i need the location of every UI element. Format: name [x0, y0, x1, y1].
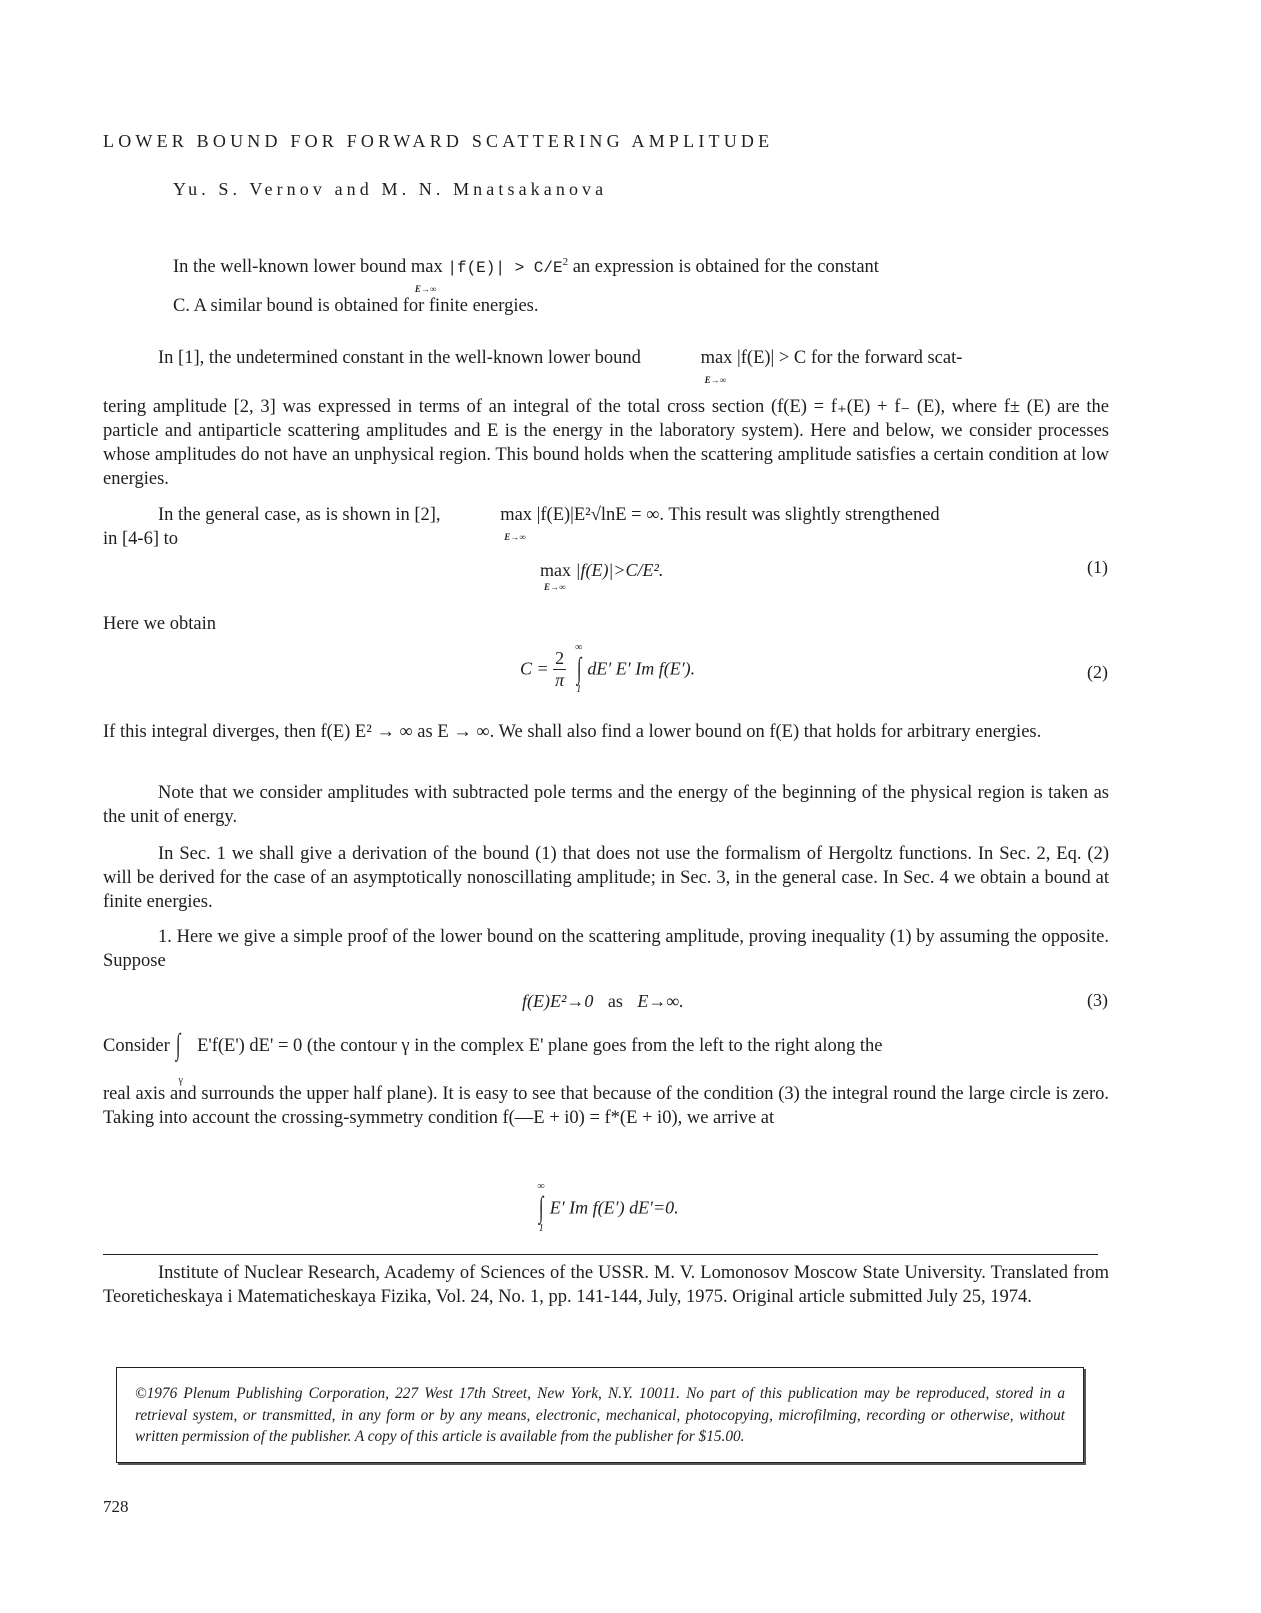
- abstract-line-1: In the well-known lower bound max E→∞ $|f(E)| > C/E^2$ an expression is obtained for the constant: [173, 243, 1033, 287]
- equation-3: f(E)E²→0 as E→∞.: [522, 991, 684, 1011]
- here-we-obtain: Here we obtain: [103, 614, 217, 634]
- intro-paragraph: tering amplitude [2, 3] was expressed in terms of an integral of the total cross section (f(E) = f₊(E) + f₋ (E), where f± (E) are the particle and antiparticle scattering amplitudes and E is the energy in the laboratory system). Here and below, we consider processes whose amplitudes do not have an unphysical region. This bound holds when the scattering amplitude satisfies a certain condition at low energies.: [103, 397, 1109, 489]
- consider-paragraph: real axis and surrounds the upper half plane). It is easy to see that because of the condition (3) the integral round the large circle is zero. Taking into account the crossing-symmetry condition f(—E + i0) = f*(E + i0), we arrive at: [103, 1084, 1109, 1128]
- equation-2-number: (2): [1087, 662, 1108, 682]
- section-1-paragraph: 1. Here we give a simple proof of the lower bound on the scattering amplitude, proving inequality (1) by assuming the opposite. Suppose: [103, 927, 1109, 971]
- copyright-text: ©1976 Plenum Publishing Corporation, 227 West 17th Street, New York, N.Y. 10011. No part of this publication may be reproduced, stored in a retrieval system, or transmitted, in any form or by any means, electronic, mechanical, photocopying, microfilming, recording or otherwise, without written permission of the publisher. A copy of this article is available from the publisher for $15.00.: [135, 1385, 1065, 1445]
- footnote: Institute of Nuclear Research, Academy of Sciences of the USSR. M. V. Lomonosov Moscow State University. Translated from Teoreticheskaya i Matematicheskaya Fizika, Vol. 24, No. 1, pp. 141-144, July, 1975. Original article submitted July 25, 1974.: [103, 1263, 1109, 1307]
- equation-4: ∞ ∫ 1 E′ Im f(E′) dE′=0.: [537, 1181, 679, 1234]
- footnote-rule: [103, 1254, 1098, 1255]
- max-operator: max E→∞: [410, 257, 443, 295]
- diverge-paragraph: If this integral diverges, then f(E) E² → ∞ as E → ∞. We shall also find a lower bound on f(E) that holds for arbitrary energies.: [103, 722, 1042, 742]
- general-case-line: In the general case, as is shown in [2], max E→∞ |f(E)|E²√lnE = ∞. This result was slightly strengthened: [158, 505, 940, 542]
- general-case-line-2: in [4-6] to: [103, 529, 179, 549]
- copyright-box: [116, 1367, 1084, 1463]
- equation-3-number: (3): [1087, 990, 1108, 1010]
- max-operator: max E→∞: [700, 348, 733, 385]
- page-number: 728: [103, 1497, 129, 1516]
- paper-authors: Yu. S. Vernov and M. N. Mnatsakanova: [173, 179, 608, 199]
- equation-1: max E→∞ |f(E)|>C/E².: [540, 560, 664, 592]
- abstract-line-2: C. A similar bound is obtained for finite energies.: [173, 296, 539, 317]
- sections-paragraph: In Sec. 1 we shall give a derivation of the bound (1) that does not use the formalism of Hergoltz functions. In Sec. 2, Eq. (2) will be derived for the case of an asymptotically nonoscillating amplitude; in Sec. 3, in the general case. In Sec. 4 we obtain a bound at finite energies.: [103, 844, 1109, 912]
- equation-2: C = $\frac{2}{\pi}$ ∞ ∫ 1 dE′ E′ Im f(E′).: [520, 642, 696, 695]
- paper-title: LOWER BOUND FOR FORWARD SCATTERING AMPLITUDE: [103, 131, 774, 151]
- intro-line: In [1], the undetermined constant in the well-known lower bound max E→∞ |f(E)| > C for the forward scat-: [158, 348, 963, 385]
- equation-1-number: (1): [1087, 557, 1108, 577]
- max-operator: max E→∞: [500, 505, 533, 542]
- consider-line: Consider ∫ γ E'f(E') dE' = 0 (the contour γ in the complex E' plane goes from the left to the right along the: [103, 1028, 883, 1086]
- note-paragraph: Note that we consider amplitudes with subtracted pole terms and the energy of the beginning of the physical region is taken as the unit of energy.: [103, 783, 1109, 827]
- abstract: [173, 243, 1033, 325]
